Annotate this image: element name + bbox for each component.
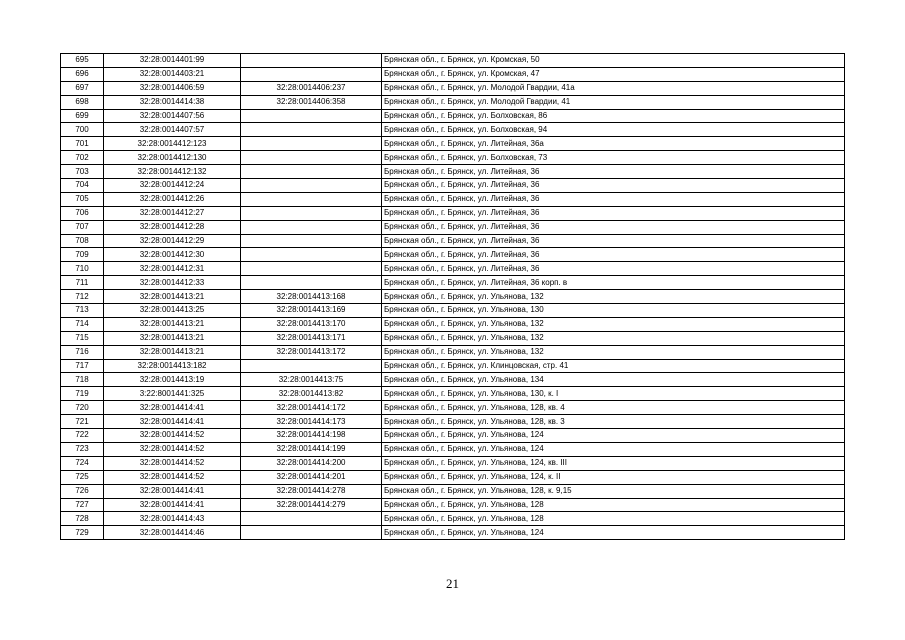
cadastral-number-cell: 3:22:8001441:325 bbox=[104, 387, 241, 401]
row-number-cell: 726 bbox=[61, 484, 104, 498]
table-row bbox=[61, 290, 845, 304]
cadastral-number-cell: 32:28:0014414:52 bbox=[104, 470, 241, 484]
page-number: 21 bbox=[446, 576, 459, 591]
address-cell: Брянская обл., г. Брянск, ул. Ульянова, 134 bbox=[382, 373, 845, 387]
address-cell: Брянская обл., г. Брянск, ул. Ульянова, 132 bbox=[382, 345, 845, 359]
table-row bbox=[61, 248, 845, 262]
address-cell: Брянская обл., г. Брянск, ул. Ульянова, 132 bbox=[382, 317, 845, 331]
row-number-cell: 724 bbox=[61, 456, 104, 470]
table-row bbox=[61, 81, 845, 95]
address-cell: Брянская обл., г. Брянск, ул. Ульянова, 132 bbox=[382, 290, 845, 304]
row-number-cell: 699 bbox=[61, 109, 104, 123]
cadastral-number-cell: 32:28:0014407:56 bbox=[104, 109, 241, 123]
row-number-cell: 723 bbox=[61, 442, 104, 456]
table-row bbox=[61, 54, 845, 68]
cadastral-number-cell: 32:28:0014412:24 bbox=[104, 179, 241, 193]
address-cell: Брянская обл., г. Брянск, ул. Ульянова, 128 bbox=[382, 498, 845, 512]
table-row bbox=[61, 192, 845, 206]
row-number-cell: 716 bbox=[61, 345, 104, 359]
row-number-cell: 725 bbox=[61, 470, 104, 484]
address-cell: Брянская обл., г. Брянск, ул. Литейная, 36 bbox=[382, 262, 845, 276]
cadastral-number-cell: 32:28:0014413:21 bbox=[104, 290, 241, 304]
cadastral-number-cell: 32:28:0014414:46 bbox=[104, 526, 241, 540]
address-cell: Брянская обл., г. Брянск, ул. Ульянова, 124, кв. III bbox=[382, 456, 845, 470]
table-row bbox=[61, 359, 845, 373]
row-number-cell: 696 bbox=[61, 67, 104, 81]
sub-cadastral-number-cell bbox=[241, 151, 382, 165]
cadastral-number-cell: 32:28:0014412:29 bbox=[104, 234, 241, 248]
address-cell: Брянская обл., г. Брянск, ул. Болховская, 73 bbox=[382, 151, 845, 165]
sub-cadastral-number-cell: 32:28:0014414:278 bbox=[241, 484, 382, 498]
row-number-cell: 720 bbox=[61, 401, 104, 415]
table-row bbox=[61, 123, 845, 137]
row-number-cell: 727 bbox=[61, 498, 104, 512]
address-cell: Брянская обл., г. Брянск, ул. Литейная, 36 bbox=[382, 192, 845, 206]
sub-cadastral-number-cell: 32:28:0014413:169 bbox=[241, 304, 382, 318]
table-row bbox=[61, 331, 845, 345]
table-row bbox=[61, 373, 845, 387]
sub-cadastral-number-cell: 32:28:0014414:172 bbox=[241, 401, 382, 415]
cadastral-table bbox=[60, 53, 845, 540]
cadastral-number-cell: 32:28:0014412:31 bbox=[104, 262, 241, 276]
sub-cadastral-number-cell: 32:28:0014413:172 bbox=[241, 345, 382, 359]
table-row bbox=[61, 304, 845, 318]
address-cell: Брянская обл., г. Брянск, ул. Литейная, 36 bbox=[382, 220, 845, 234]
sub-cadastral-number-cell bbox=[241, 234, 382, 248]
row-number-cell: 718 bbox=[61, 373, 104, 387]
table-row bbox=[61, 526, 845, 540]
address-cell: Брянская обл., г. Брянск, ул. Литейная, 36 bbox=[382, 206, 845, 220]
cadastral-number-cell: 32:28:0014412:132 bbox=[104, 165, 241, 179]
table-row bbox=[61, 429, 845, 443]
row-number-cell: 719 bbox=[61, 387, 104, 401]
table-row bbox=[61, 276, 845, 290]
address-cell: Брянская обл., г. Брянск, ул. Ульянова, 130, к. I bbox=[382, 387, 845, 401]
cadastral-number-cell: 32:28:0014414:52 bbox=[104, 456, 241, 470]
table-row bbox=[61, 137, 845, 151]
sub-cadastral-number-cell bbox=[241, 123, 382, 137]
row-number-cell: 712 bbox=[61, 290, 104, 304]
address-cell: Брянская обл., г. Брянск, ул. Ульянова, 128, кв. 3 bbox=[382, 415, 845, 429]
sub-cadastral-number-cell: 32:28:0014414:198 bbox=[241, 429, 382, 443]
cadastral-number-cell: 32:28:0014413:19 bbox=[104, 373, 241, 387]
cadastral-number-cell: 32:28:0014414:41 bbox=[104, 401, 241, 415]
address-cell: Брянская обл., г. Брянск, ул. Болховская, 94 bbox=[382, 123, 845, 137]
table-row bbox=[61, 387, 845, 401]
address-cell: Брянская обл., г. Брянск, ул. Литейная, 36 корп. в bbox=[382, 276, 845, 290]
table-row bbox=[61, 415, 845, 429]
row-number-cell: 697 bbox=[61, 81, 104, 95]
row-number-cell: 713 bbox=[61, 304, 104, 318]
cadastral-number-cell: 32:28:0014414:41 bbox=[104, 498, 241, 512]
cadastral-number-cell: 32:28:0014414:43 bbox=[104, 512, 241, 526]
table-row bbox=[61, 109, 845, 123]
sub-cadastral-number-cell: 32:28:0014406:358 bbox=[241, 95, 382, 109]
cadastral-number-cell: 32:28:0014414:52 bbox=[104, 429, 241, 443]
address-cell: Брянская обл., г. Брянск, ул. Ульянова, 124 bbox=[382, 442, 845, 456]
row-number-cell: 711 bbox=[61, 276, 104, 290]
cadastral-number-cell: 32:28:0014414:41 bbox=[104, 484, 241, 498]
address-cell: Брянская обл., г. Брянск, ул. Ульянова, 124 bbox=[382, 526, 845, 540]
cadastral-number-cell: 32:28:0014414:38 bbox=[104, 95, 241, 109]
address-cell: Брянская обл., г. Брянск, ул. Кромская, 50 bbox=[382, 54, 845, 68]
row-number-cell: 717 bbox=[61, 359, 104, 373]
address-cell: Брянская обл., г. Брянск, ул. Литейная, 36а bbox=[382, 137, 845, 151]
address-cell: Брянская обл., г. Брянск, ул. Кромская, 47 bbox=[382, 67, 845, 81]
address-cell: Брянская обл., г. Брянск, ул. Ульянова, 132 bbox=[382, 331, 845, 345]
table-row bbox=[61, 512, 845, 526]
address-cell: Брянская обл., г. Брянск, ул. Болховская, 86 bbox=[382, 109, 845, 123]
row-number-cell: 715 bbox=[61, 331, 104, 345]
table-body bbox=[61, 54, 845, 540]
cadastral-number-cell: 32:28:0014414:41 bbox=[104, 415, 241, 429]
cadastral-number-cell: 32:28:0014412:27 bbox=[104, 206, 241, 220]
row-number-cell: 710 bbox=[61, 262, 104, 276]
cadastral-number-cell: 32:28:0014406:59 bbox=[104, 81, 241, 95]
row-number-cell: 707 bbox=[61, 220, 104, 234]
address-cell: Брянская обл., г. Брянск, ул. Литейная, 36 bbox=[382, 234, 845, 248]
sub-cadastral-number-cell: 32:28:0014413:171 bbox=[241, 331, 382, 345]
address-cell: Брянская обл., г. Брянск, ул. Ульянова, 128, к. 9,15 bbox=[382, 484, 845, 498]
row-number-cell: 704 bbox=[61, 179, 104, 193]
address-cell: Брянская обл., г. Брянск, ул. Литейная, 36 bbox=[382, 248, 845, 262]
sub-cadastral-number-cell: 32:28:0014406:237 bbox=[241, 81, 382, 95]
sub-cadastral-number-cell bbox=[241, 220, 382, 234]
sub-cadastral-number-cell bbox=[241, 206, 382, 220]
address-cell: Брянская обл., г. Брянск, ул. Ульянова, 130 bbox=[382, 304, 845, 318]
address-cell: Брянская обл., г. Брянск, ул. Ульянова, 124, к. II bbox=[382, 470, 845, 484]
row-number-cell: 729 bbox=[61, 526, 104, 540]
address-cell: Брянская обл., г. Брянск, ул. Литейная, 36 bbox=[382, 165, 845, 179]
sub-cadastral-number-cell: 32:28:0014414:201 bbox=[241, 470, 382, 484]
row-number-cell: 722 bbox=[61, 429, 104, 443]
sub-cadastral-number-cell bbox=[241, 109, 382, 123]
address-cell: Брянская обл., г. Брянск, ул. Клинцовская, стр. 41 bbox=[382, 359, 845, 373]
table-row bbox=[61, 262, 845, 276]
sub-cadastral-number-cell: 32:28:0014413:170 bbox=[241, 317, 382, 331]
sub-cadastral-number-cell: 32:28:0014414:199 bbox=[241, 442, 382, 456]
table-row bbox=[61, 67, 845, 81]
sub-cadastral-number-cell: 32:28:0014413:75 bbox=[241, 373, 382, 387]
row-number-cell: 705 bbox=[61, 192, 104, 206]
sub-cadastral-number-cell bbox=[241, 248, 382, 262]
row-number-cell: 701 bbox=[61, 137, 104, 151]
sub-cadastral-number-cell bbox=[241, 262, 382, 276]
sub-cadastral-number-cell bbox=[241, 179, 382, 193]
row-number-cell: 714 bbox=[61, 317, 104, 331]
cadastral-number-cell: 32:28:0014413:21 bbox=[104, 331, 241, 345]
row-number-cell: 708 bbox=[61, 234, 104, 248]
row-number-cell: 698 bbox=[61, 95, 104, 109]
table-row bbox=[61, 484, 845, 498]
cadastral-number-cell: 32:28:0014407:57 bbox=[104, 123, 241, 137]
address-cell: Брянская обл., г. Брянск, ул. Ульянова, 128 bbox=[382, 512, 845, 526]
row-number-cell: 695 bbox=[61, 54, 104, 68]
table-row bbox=[61, 456, 845, 470]
table-row bbox=[61, 345, 845, 359]
sub-cadastral-number-cell bbox=[241, 192, 382, 206]
sub-cadastral-number-cell: 32:28:0014414:279 bbox=[241, 498, 382, 512]
cadastral-number-cell: 32:28:0014413:25 bbox=[104, 304, 241, 318]
cadastral-number-cell: 32:28:0014412:130 bbox=[104, 151, 241, 165]
sub-cadastral-number-cell: 32:28:0014413:168 bbox=[241, 290, 382, 304]
table-row bbox=[61, 498, 845, 512]
table-row bbox=[61, 401, 845, 415]
table-row bbox=[61, 165, 845, 179]
row-number-cell: 721 bbox=[61, 415, 104, 429]
table-row bbox=[61, 179, 845, 193]
table-row bbox=[61, 317, 845, 331]
sub-cadastral-number-cell bbox=[241, 67, 382, 81]
address-cell: Брянская обл., г. Брянск, ул. Молодой Гвардии, 41а bbox=[382, 81, 845, 95]
address-cell: Брянская обл., г. Брянск, ул. Литейная, 36 bbox=[382, 179, 845, 193]
sub-cadastral-number-cell: 32:28:0014414:173 bbox=[241, 415, 382, 429]
cadastral-number-cell: 32:28:0014412:123 bbox=[104, 137, 241, 151]
cadastral-number-cell: 32:28:0014413:21 bbox=[104, 345, 241, 359]
sub-cadastral-number-cell bbox=[241, 137, 382, 151]
row-number-cell: 728 bbox=[61, 512, 104, 526]
address-cell: Брянская обл., г. Брянск, ул. Ульянова, 124 bbox=[382, 429, 845, 443]
table-row bbox=[61, 470, 845, 484]
cadastral-number-cell: 32:28:0014412:33 bbox=[104, 276, 241, 290]
cadastral-number-cell: 32:28:0014413:182 bbox=[104, 359, 241, 373]
row-number-cell: 700 bbox=[61, 123, 104, 137]
cadastral-number-cell: 32:28:0014412:28 bbox=[104, 220, 241, 234]
cadastral-number-cell: 32:28:0014414:52 bbox=[104, 442, 241, 456]
address-cell: Брянская обл., г. Брянск, ул. Молодой Гвардии, 41 bbox=[382, 95, 845, 109]
table-row bbox=[61, 95, 845, 109]
cadastral-number-cell: 32:28:0014401:99 bbox=[104, 54, 241, 68]
address-cell: Брянская обл., г. Брянск, ул. Ульянова, 128, кв. 4 bbox=[382, 401, 845, 415]
table-row bbox=[61, 234, 845, 248]
row-number-cell: 702 bbox=[61, 151, 104, 165]
table-row bbox=[61, 206, 845, 220]
table-row bbox=[61, 220, 845, 234]
cadastral-number-cell: 32:28:0014403:21 bbox=[104, 67, 241, 81]
sub-cadastral-number-cell bbox=[241, 165, 382, 179]
row-number-cell: 709 bbox=[61, 248, 104, 262]
cadastral-number-cell: 32:28:0014412:26 bbox=[104, 192, 241, 206]
table-row bbox=[61, 151, 845, 165]
sub-cadastral-number-cell bbox=[241, 512, 382, 526]
row-number-cell: 706 bbox=[61, 206, 104, 220]
sub-cadastral-number-cell bbox=[241, 526, 382, 540]
sub-cadastral-number-cell bbox=[241, 54, 382, 68]
row-number-cell: 703 bbox=[61, 165, 104, 179]
sub-cadastral-number-cell bbox=[241, 276, 382, 290]
table-row bbox=[61, 442, 845, 456]
sub-cadastral-number-cell: 32:28:0014413:82 bbox=[241, 387, 382, 401]
cadastral-number-cell: 32:28:0014412:30 bbox=[104, 248, 241, 262]
sub-cadastral-number-cell: 32:28:0014414:200 bbox=[241, 456, 382, 470]
cadastral-number-cell: 32:28:0014413:21 bbox=[104, 317, 241, 331]
sub-cadastral-number-cell bbox=[241, 359, 382, 373]
